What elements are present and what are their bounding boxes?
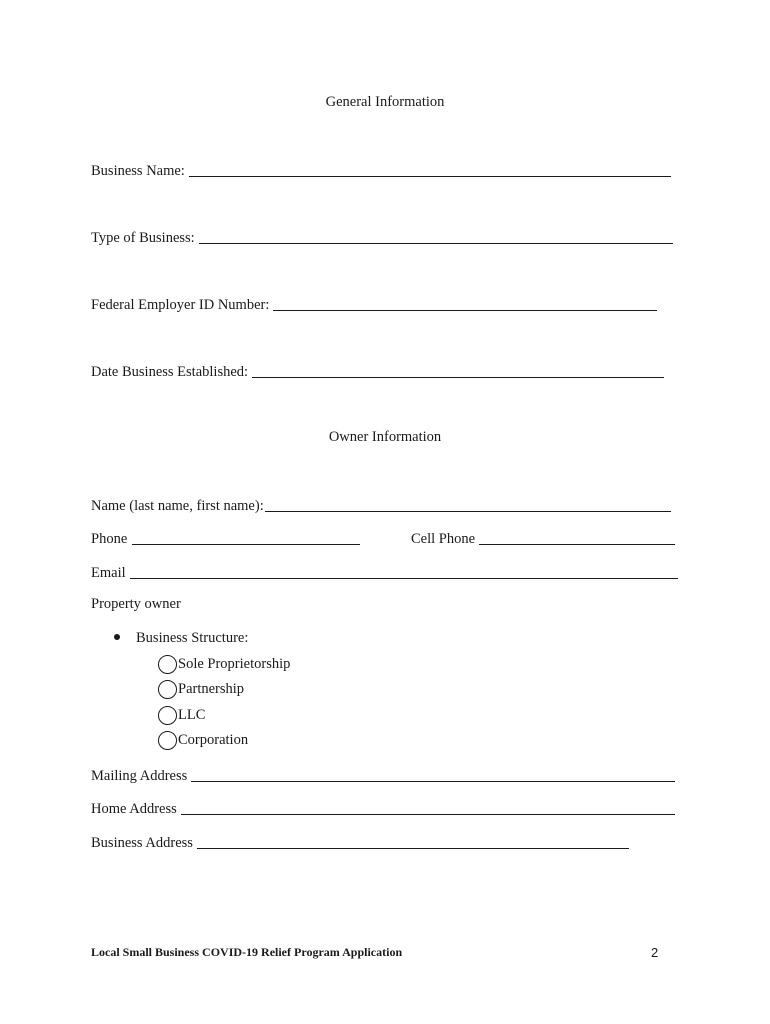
radio-label: Sole Proprietorship: [178, 655, 291, 672]
radio-circle-icon[interactable]: [158, 680, 177, 699]
home-address-line[interactable]: [181, 814, 675, 815]
home-address-label: Home Address: [91, 801, 177, 817]
email-line[interactable]: [130, 578, 678, 579]
mailing-address-label: Mailing Address: [91, 768, 188, 784]
radio-circle-icon[interactable]: [158, 655, 177, 674]
business-address-field[interactable]: [91, 832, 629, 852]
bullet-icon: [114, 634, 120, 640]
type-of-business-label: Type of Business:: [91, 230, 195, 246]
phone-label: Phone: [91, 531, 128, 547]
owner-name-field[interactable]: [91, 495, 671, 515]
general-information-heading: General Information: [325, 94, 445, 110]
federal-id-line[interactable]: [273, 310, 657, 311]
footer-title: Local Small Business COVID-19 Relief Program Application: [91, 945, 403, 959]
radio-label: LLC: [178, 706, 206, 723]
email-label: Email: [91, 565, 126, 581]
business-name-label: Business Name:: [91, 163, 185, 179]
type-of-business-line[interactable]: [199, 243, 673, 244]
cell-phone-line[interactable]: [479, 544, 675, 545]
radio-circle-icon[interactable]: [158, 706, 177, 725]
phone-line[interactable]: [132, 544, 360, 545]
property-owner-label: Property owner: [91, 596, 181, 612]
radio-option-corporation[interactable]: [158, 729, 248, 751]
page-number: 2: [651, 945, 659, 960]
cell-phone-field[interactable]: [411, 528, 675, 548]
email-field[interactable]: [91, 562, 678, 582]
federal-id-label: Federal Employer ID Number:: [91, 297, 270, 313]
radio-label: Partnership: [178, 680, 245, 697]
federal-id-field[interactable]: [91, 294, 657, 314]
type-of-business-field[interactable]: [91, 227, 673, 247]
date-established-label: Date Business Established:: [91, 364, 249, 380]
owner-name-line[interactable]: [265, 511, 671, 512]
home-address-field[interactable]: [91, 798, 675, 818]
business-name-line[interactable]: [189, 176, 671, 177]
cell-phone-label: Cell Phone: [411, 531, 476, 547]
mailing-address-line[interactable]: [191, 781, 675, 782]
business-name-field[interactable]: [91, 160, 671, 180]
radio-circle-icon[interactable]: [158, 731, 177, 750]
owner-name-label: Name (last name, first name):: [91, 498, 264, 514]
business-address-label: Business Address: [91, 835, 193, 851]
mailing-address-field[interactable]: [91, 765, 675, 785]
radio-option-llc[interactable]: [158, 704, 205, 726]
business-address-line[interactable]: [197, 848, 629, 849]
phone-field[interactable]: [91, 528, 360, 548]
radio-option-partnership[interactable]: [158, 678, 244, 700]
business-structure-label: Business Structure:: [136, 630, 249, 646]
radio-label: Corporation: [178, 731, 249, 748]
radio-option-sole-proprietorship[interactable]: [158, 653, 290, 675]
date-established-field[interactable]: [91, 361, 664, 381]
date-established-line[interactable]: [252, 377, 664, 378]
owner-information-heading: Owner Information: [328, 429, 442, 445]
